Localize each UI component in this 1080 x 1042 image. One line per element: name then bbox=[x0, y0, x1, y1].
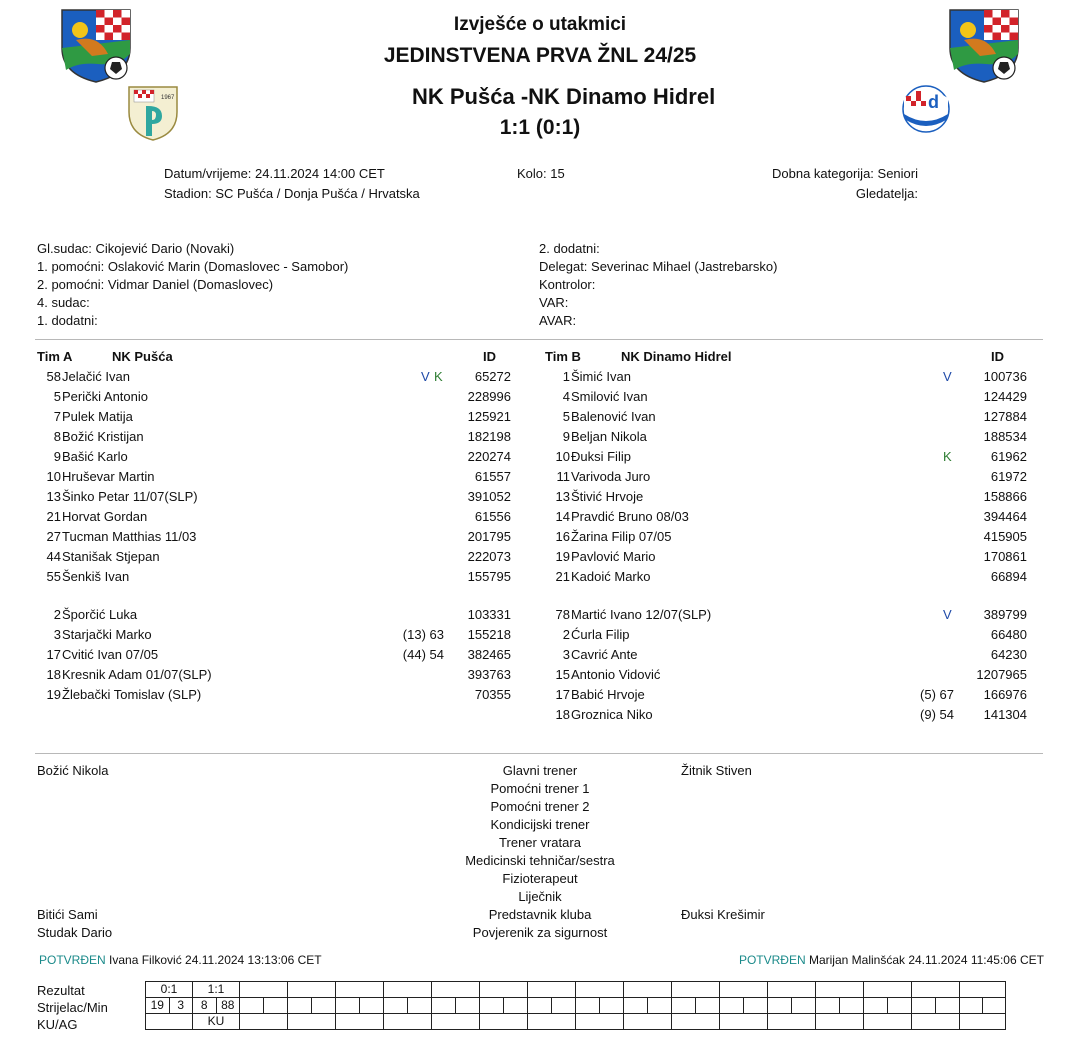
player-row bbox=[0, 685, 1080, 705]
player-number: 10 bbox=[46, 469, 61, 484]
player-row bbox=[0, 367, 1080, 387]
player-id: 415905 bbox=[983, 529, 1027, 544]
grid-cell bbox=[240, 982, 288, 998]
player-number: 11 bbox=[556, 469, 570, 484]
grid-cell bbox=[888, 998, 912, 1014]
confirm-left bbox=[39, 953, 322, 967]
official-additional-2: 2. dodatni: bbox=[539, 241, 600, 256]
grid-cell bbox=[816, 982, 864, 998]
strijelac-cell: 3 bbox=[169, 998, 193, 1014]
player-id: 65272 bbox=[474, 369, 511, 384]
player-number: 17 bbox=[555, 687, 570, 702]
player-number: 18 bbox=[46, 667, 61, 682]
grid-cell bbox=[288, 1014, 336, 1030]
player-name: Babić Hrvoje bbox=[571, 687, 645, 702]
staff-team-a: Studak Dario bbox=[37, 925, 113, 940]
substitution-info: (9) 54 bbox=[920, 707, 954, 722]
player-id: 124429 bbox=[983, 389, 1027, 404]
official-delegate: Delegat: Severinac Mihael (Jastrebarsko) bbox=[539, 259, 778, 274]
player-name: Groznica Niko bbox=[571, 707, 653, 722]
grid-cell bbox=[576, 998, 600, 1014]
player-id: 155218 bbox=[467, 627, 511, 642]
player-name: Ćurla Filip bbox=[571, 627, 630, 642]
player-name: Martić Ivano 12/07(SLP) bbox=[571, 607, 712, 622]
grid-cell bbox=[384, 998, 408, 1014]
player-row bbox=[0, 467, 1080, 487]
player-number: 8 bbox=[53, 429, 61, 444]
player-name: Jelačić Ivan bbox=[62, 369, 130, 384]
home-team-name: NK Pušća bbox=[412, 84, 515, 109]
player-name: Horvat Gordan bbox=[62, 509, 148, 524]
grid-cell bbox=[816, 998, 840, 1014]
player-id: 158866 bbox=[983, 489, 1027, 504]
staff-role: Liječnik bbox=[518, 889, 562, 904]
grid-cell bbox=[336, 982, 384, 998]
grid-cell bbox=[240, 1014, 288, 1030]
officials-right bbox=[539, 240, 777, 330]
player-number: 18 bbox=[555, 707, 570, 722]
official-additional-1: 1. dodatni: bbox=[37, 313, 98, 328]
player-row bbox=[0, 527, 1080, 547]
grid-cell bbox=[576, 982, 624, 998]
grid-cell bbox=[912, 1014, 960, 1030]
staff-team-a: Bitići Sami bbox=[37, 907, 98, 922]
confirm-right-status: POTVRĐEN bbox=[738, 953, 806, 967]
player-name: Antonio Vidović bbox=[571, 667, 661, 682]
kuag-cell bbox=[146, 1014, 193, 1030]
grid-cell bbox=[432, 998, 456, 1014]
player-id: 100736 bbox=[983, 369, 1027, 384]
official-assistant-2: 2. pomoćni: Vidmar Daniel (Domaslovec) bbox=[37, 277, 274, 292]
player-id: 170861 bbox=[983, 549, 1027, 564]
player-id: 61962 bbox=[990, 449, 1027, 464]
grid-cell bbox=[936, 998, 960, 1014]
grid-cell bbox=[528, 998, 552, 1014]
player-name: Cavrić Ante bbox=[571, 647, 638, 662]
player-number: 4 bbox=[562, 389, 570, 404]
player-id: 391052 bbox=[467, 489, 511, 504]
player-name: Kresnik Adam 01/07(SLP) bbox=[62, 667, 212, 682]
grid-cell bbox=[768, 998, 792, 1014]
grid-cell bbox=[528, 982, 576, 998]
player-id: 393763 bbox=[467, 667, 511, 682]
staff-role: Trener vratara bbox=[499, 835, 581, 850]
player-row bbox=[0, 665, 1080, 685]
captain-mark: V bbox=[943, 607, 952, 622]
age-category: Dobna kategorija: Seniori bbox=[772, 166, 918, 181]
confirm-left-text: Ivana Filković 24.11.2024 13:13:06 CET bbox=[109, 953, 322, 967]
away-club-crest-icon bbox=[946, 4, 1022, 84]
grid-cell bbox=[432, 982, 480, 998]
strijelac-cell: 8 bbox=[193, 998, 217, 1014]
player-row bbox=[0, 705, 1080, 725]
player-name: Varivoda Juro bbox=[571, 469, 651, 484]
player-id: 222073 bbox=[467, 549, 511, 564]
player-name: Bašić Karlo bbox=[62, 449, 128, 464]
player-name: Pavlović Mario bbox=[571, 549, 656, 564]
label-rezultat: Rezultat bbox=[37, 983, 85, 998]
player-name: Smilović Ivan bbox=[571, 389, 648, 404]
match-round: Kolo: 15 bbox=[517, 166, 565, 181]
player-id: 1207965 bbox=[976, 667, 1027, 682]
grid-cell bbox=[672, 982, 720, 998]
player-number: 78 bbox=[555, 607, 570, 622]
captain-mark: V bbox=[943, 369, 952, 384]
official-fourth: 4. sudac: bbox=[37, 295, 90, 310]
player-number: 27 bbox=[46, 529, 61, 544]
grid-cell bbox=[384, 1014, 432, 1030]
player-name: Božić Kristijan bbox=[62, 429, 144, 444]
grid-cell bbox=[672, 1014, 720, 1030]
grid-cell bbox=[336, 1014, 384, 1030]
player-name: Beljan Nikola bbox=[571, 429, 647, 444]
grid-cell bbox=[504, 998, 528, 1014]
strijelac-cell: 19 bbox=[146, 998, 170, 1014]
grid-cell bbox=[624, 1014, 672, 1030]
grid-cell bbox=[960, 998, 983, 1014]
report-title: Izvješće o utakmici bbox=[453, 14, 627, 35]
staff-role: Kondicijski trener bbox=[490, 817, 590, 832]
player-name: Žarina Filip 07/05 bbox=[571, 529, 672, 544]
player-row bbox=[0, 547, 1080, 567]
player-number: 9 bbox=[53, 449, 61, 464]
spectators: Gledatelja: bbox=[855, 186, 918, 201]
confirm-right bbox=[640, 953, 1044, 967]
player-number: 10 bbox=[555, 449, 570, 464]
player-number: 9 bbox=[562, 429, 570, 444]
staff-role: Povjerenik za sigurnost bbox=[472, 925, 608, 940]
grid-cell bbox=[624, 998, 648, 1014]
competition-title: JEDINSTVENA PRVA ŽNL 24/25 bbox=[383, 44, 697, 67]
player-name: Pravdić Bruno 08/03 bbox=[571, 509, 689, 524]
grid-cell bbox=[624, 982, 672, 998]
grid-cell bbox=[792, 998, 816, 1014]
grid-cell bbox=[720, 982, 768, 998]
player-name: Perički Antonio bbox=[62, 389, 148, 404]
player-name: Starjački Marko bbox=[62, 627, 152, 642]
grid-cell bbox=[768, 982, 816, 998]
goalkeeper-mark: K bbox=[943, 449, 952, 464]
substitution-info: (44) 54 bbox=[402, 647, 444, 662]
grid-cell bbox=[264, 998, 288, 1014]
player-number: 3 bbox=[562, 647, 570, 662]
player-row bbox=[0, 487, 1080, 507]
grid-cell bbox=[528, 1014, 576, 1030]
away-club-badge-icon bbox=[896, 84, 956, 134]
grid-cell bbox=[480, 982, 528, 998]
grid-cell bbox=[840, 998, 864, 1014]
grid-cell bbox=[288, 982, 336, 998]
grid-cell bbox=[816, 1014, 864, 1030]
team-a-id-header: ID bbox=[483, 349, 496, 364]
score-grid bbox=[145, 981, 1006, 1030]
player-name: Štivić Hrvoje bbox=[571, 489, 644, 504]
player-number: 55 bbox=[46, 569, 61, 584]
grid-cell bbox=[864, 1014, 912, 1030]
player-name: Žlebački Tomislav (SLP) bbox=[62, 687, 202, 702]
staff-role: Predstavnik kluba bbox=[488, 907, 592, 922]
label-kuag: KU/AG bbox=[37, 1017, 78, 1032]
player-id: 201795 bbox=[467, 529, 511, 544]
grid-cell bbox=[648, 998, 672, 1014]
away-badge-letter: d bbox=[928, 92, 939, 112]
grid-cell bbox=[912, 982, 960, 998]
player-number: 44 bbox=[46, 549, 61, 564]
grid-cell bbox=[336, 998, 360, 1014]
confirm-left-status: POTVRĐEN bbox=[39, 953, 106, 967]
grid-cell bbox=[480, 1014, 528, 1030]
player-id: 182198 bbox=[467, 429, 511, 444]
divider-officials bbox=[35, 339, 1043, 340]
kuag-cell: KU bbox=[193, 1014, 240, 1030]
player-id: 155795 bbox=[467, 569, 511, 584]
player-id: 166976 bbox=[983, 687, 1027, 702]
player-id: 61972 bbox=[990, 469, 1027, 484]
match-title bbox=[412, 84, 715, 110]
score-grid-labels bbox=[37, 982, 108, 1033]
team-separator: - bbox=[520, 84, 529, 109]
player-row bbox=[0, 407, 1080, 427]
grid-cell bbox=[864, 982, 912, 998]
player-id: 127884 bbox=[983, 409, 1027, 424]
player-name: Šimić Ivan bbox=[571, 369, 631, 384]
player-id: 70355 bbox=[474, 687, 511, 702]
player-row bbox=[0, 447, 1080, 467]
kuag-row bbox=[146, 1014, 1006, 1030]
player-id: 220274 bbox=[467, 449, 511, 464]
player-number: 15 bbox=[555, 667, 570, 682]
grid-cell bbox=[552, 998, 576, 1014]
player-name: Đuksi Filip bbox=[571, 449, 631, 464]
grid-cell bbox=[312, 998, 336, 1014]
player-number: 13 bbox=[555, 489, 570, 504]
match-stadium: Stadion: SC Pušća / Donja Pušća / Hrvatska bbox=[164, 186, 420, 201]
official-avar: AVAR: bbox=[539, 313, 577, 328]
grid-cell bbox=[912, 998, 936, 1014]
grid-cell bbox=[720, 998, 744, 1014]
player-number: 58 bbox=[46, 369, 61, 384]
player-row bbox=[0, 605, 1080, 625]
player-name: Kadoić Marko bbox=[571, 569, 651, 584]
player-number: 5 bbox=[53, 389, 61, 404]
grid-cell bbox=[720, 1014, 768, 1030]
staff-team-b: Đuksi Krešimir bbox=[681, 907, 765, 922]
official-assistant-1: 1. pomoćni: Oslaković Marin (Domaslovec - Samobor) bbox=[37, 259, 349, 274]
player-id: 61557 bbox=[474, 469, 511, 484]
official-controller: Kontrolor: bbox=[539, 277, 596, 292]
player-number: 13 bbox=[46, 489, 61, 504]
grid-cell bbox=[600, 998, 624, 1014]
team-a-name: NK Pušća bbox=[112, 349, 173, 364]
player-name: Šinko Petar 11/07(SLP) bbox=[62, 489, 198, 504]
player-number: 19 bbox=[46, 687, 61, 702]
player-name: Tucman Matthias 11/03 bbox=[62, 529, 197, 544]
grid-cell bbox=[288, 998, 312, 1014]
goalkeeper-mark: K bbox=[434, 369, 443, 384]
player-id: 382465 bbox=[467, 647, 511, 662]
grid-cell bbox=[672, 998, 696, 1014]
grid-cell bbox=[983, 998, 1006, 1014]
grid-cell bbox=[744, 998, 768, 1014]
player-number: 17 bbox=[46, 647, 61, 662]
player-name: Cvitić Ivan 07/05 bbox=[62, 647, 159, 662]
player-id: 228996 bbox=[467, 389, 511, 404]
grid-cell bbox=[696, 998, 720, 1014]
player-number: 7 bbox=[53, 409, 61, 424]
grid-cell bbox=[384, 982, 432, 998]
staff-team-b: Žitnik Stiven bbox=[681, 763, 752, 778]
player-row bbox=[0, 427, 1080, 447]
staff-role: Glavni trener bbox=[502, 763, 578, 778]
team-b-name: NK Dinamo Hidrel bbox=[621, 349, 732, 364]
player-id: 66894 bbox=[990, 569, 1027, 584]
player-row bbox=[0, 507, 1080, 527]
away-team-name: NK Dinamo Hidrel bbox=[528, 84, 716, 109]
player-number: 1 bbox=[562, 369, 570, 384]
match-score: 1:1 (0:1) bbox=[499, 116, 581, 139]
player-number: 16 bbox=[555, 529, 570, 544]
player-name: Pulek Matija bbox=[62, 409, 133, 424]
divider-players bbox=[35, 753, 1043, 754]
grid-cell bbox=[432, 1014, 480, 1030]
rezultat-cell: 1:1 bbox=[193, 982, 240, 998]
player-id: 103331 bbox=[467, 607, 511, 622]
home-badge-year: 1967 bbox=[161, 95, 175, 101]
home-club-badge-icon bbox=[126, 84, 180, 142]
official-referee: Gl.sudac: Cikojević Dario (Novaki) bbox=[37, 241, 235, 256]
player-id: 64230 bbox=[990, 647, 1027, 662]
player-row bbox=[0, 625, 1080, 645]
player-number: 3 bbox=[53, 627, 61, 642]
player-id: 188534 bbox=[983, 429, 1027, 444]
player-number: 2 bbox=[562, 627, 570, 642]
player-name: Hruševar Martin bbox=[62, 469, 155, 484]
staff-role: Pomoćni trener 2 bbox=[490, 799, 590, 814]
player-id: 394464 bbox=[983, 509, 1027, 524]
rezultat-cell: 0:1 bbox=[146, 982, 193, 998]
strijelac-cell: 88 bbox=[216, 998, 240, 1014]
substitution-info: (5) 67 bbox=[920, 687, 954, 702]
grid-cell bbox=[480, 998, 504, 1014]
official-var: VAR: bbox=[539, 295, 569, 310]
grid-cell bbox=[240, 998, 264, 1014]
staff-role: Medicinski tehničar/sestra bbox=[465, 853, 615, 868]
player-row bbox=[0, 645, 1080, 665]
player-id: 389799 bbox=[983, 607, 1027, 622]
grid-cell bbox=[456, 998, 480, 1014]
player-number: 14 bbox=[555, 509, 570, 524]
player-row bbox=[0, 567, 1080, 587]
player-id: 66480 bbox=[990, 627, 1027, 642]
player-number: 21 bbox=[46, 509, 61, 524]
rezultat-row bbox=[146, 982, 1006, 998]
player-number: 19 bbox=[555, 549, 570, 564]
grid-cell bbox=[960, 982, 1006, 998]
grid-cell bbox=[864, 998, 888, 1014]
player-name: Balenović Ivan bbox=[571, 409, 656, 424]
staff-role: Pomoćni trener 1 bbox=[490, 781, 590, 796]
grid-cell bbox=[768, 1014, 816, 1030]
confirm-right-text: Marijan Malinšćak 24.11.2024 11:45:06 CET bbox=[808, 953, 1044, 967]
match-datetime: Datum/vrijeme: 24.11.2024 14:00 CET bbox=[164, 166, 385, 181]
grid-cell bbox=[408, 998, 432, 1014]
strijelac-row bbox=[146, 998, 1006, 1014]
player-number: 5 bbox=[562, 409, 570, 424]
staff-role: Fizioterapeut bbox=[502, 871, 578, 886]
team-b-label: Tim B bbox=[545, 349, 581, 364]
captain-mark: V bbox=[421, 369, 430, 384]
player-id: 141304 bbox=[983, 707, 1027, 722]
player-number: 21 bbox=[555, 569, 570, 584]
grid-cell bbox=[960, 1014, 1006, 1030]
player-number: 2 bbox=[53, 607, 61, 622]
player-name: Šenkiš Ivan bbox=[62, 569, 130, 584]
grid-cell bbox=[360, 998, 384, 1014]
team-b-id-header: ID bbox=[991, 349, 1004, 364]
team-a-label: Tim A bbox=[37, 349, 73, 364]
staff-team-a: Božić Nikola bbox=[37, 763, 109, 778]
substitution-info: (13) 63 bbox=[402, 627, 444, 642]
officials-left bbox=[37, 240, 348, 330]
player-name: Stanišak Stjepan bbox=[62, 549, 160, 564]
grid-cell bbox=[576, 1014, 624, 1030]
player-row bbox=[0, 387, 1080, 407]
player-id: 61556 bbox=[474, 509, 511, 524]
home-club-crest-icon bbox=[58, 4, 134, 84]
player-id: 125921 bbox=[467, 409, 511, 424]
label-strijelac: Strijelac/Min bbox=[37, 1000, 108, 1015]
player-name: Šporčić Luka bbox=[62, 607, 138, 622]
